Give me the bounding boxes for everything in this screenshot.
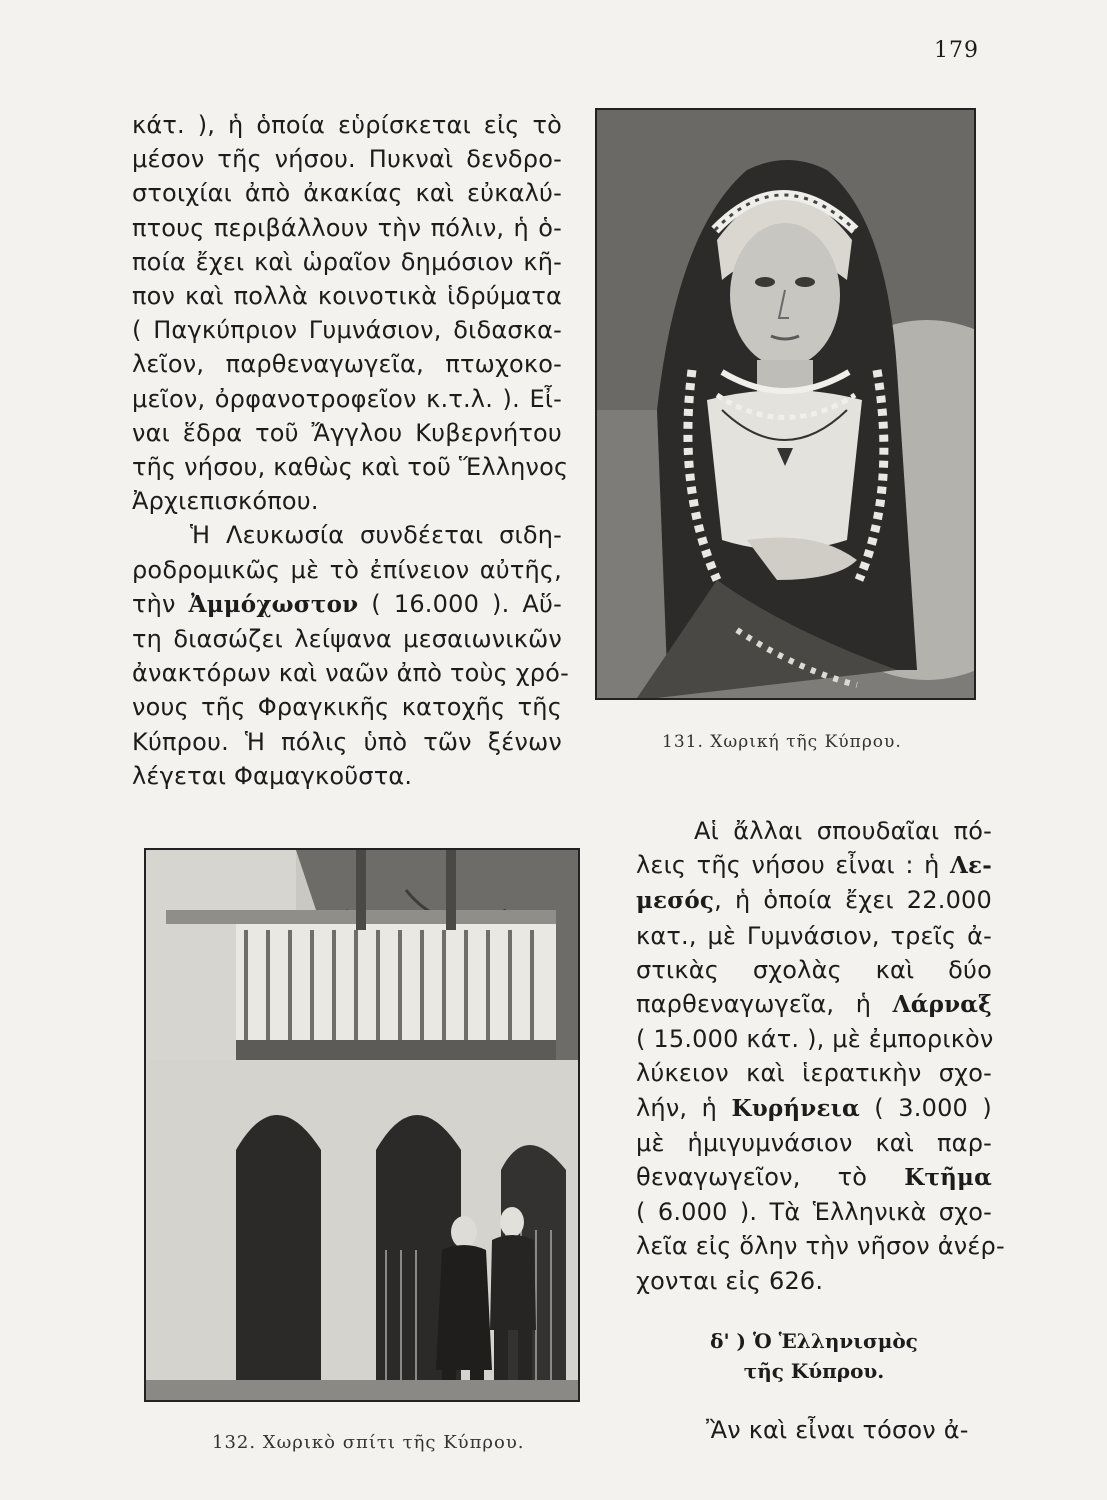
text-line: τῆς νήσου, καθὼς καὶ τοῦ Ἕλληνος [132, 453, 569, 482]
text-line [636, 987, 992, 1022]
text-line: κάτ. ), ἡ ὁποία εὑρίσκεται εἰς τὸ [132, 111, 562, 139]
text-line: μέσον τῆς νήσου. Πυκναὶ δενδρο- [132, 145, 562, 174]
section-heading-line: τῆς Κύπρου. [743, 1359, 885, 1383]
figure-132-caption: 132. Χωρικὸ σπίτι τῆς Κύπρου. [212, 1432, 525, 1453]
right-column-text [636, 814, 1005, 1298]
text-line: τη διασώζει λείψανα μεσαιωνικῶν [132, 625, 562, 654]
text-line [132, 587, 562, 622]
text-line: μεῖον, ὀρφανοτροφεῖον κ.τ.λ. ). Εἶ- [132, 384, 562, 413]
text-line [636, 848, 992, 883]
section-heading [636, 1326, 992, 1386]
bold-city-kyreneia: Κυρήνεια [731, 1094, 860, 1122]
bold-city-ammochostos: Ἀμμόχωστον [188, 590, 359, 618]
text-line: ποία ἔχει καὶ ὡραῖον δημόσιον κῆ- [132, 247, 562, 276]
text-line: ( Παγκύπριον Γυμνάσιον, διδασκα- [132, 316, 562, 345]
text-line: λεῖα εἰς ὅλην τὴν νῆσον ἀνέρ- [636, 1232, 1005, 1261]
text-line: Κύπρου. Ἡ πόλις ὑπὸ τῶν ξένων [132, 727, 562, 756]
text-line [636, 1091, 992, 1126]
bold-city-lemesos-cont: μεσός [636, 887, 715, 915]
bold-city-larnax: Λάρναξ [892, 991, 992, 1019]
text-line: ἀνακτόρων καὶ ναῶν ἀπὸ τοὺς χρό- [132, 659, 569, 688]
text-run: ( 3.000 ) [859, 1093, 992, 1122]
text-run: τὴν [132, 589, 189, 618]
text-line: Αἱ ἄλλαι σπουδαῖαι πό- [694, 817, 992, 845]
text-line: πον καὶ πολλὰ κοινοτικὰ ἱδρύματα [132, 282, 562, 311]
text-line: ροδρομικῶς μὲ τὸ ἐπίνειον αὐτῆς, [132, 555, 562, 584]
photo-cypriot-woman [595, 108, 976, 700]
text-line: νους τῆς Φραγκικῆς κατοχῆς τῆς [132, 693, 562, 722]
text-line: στικὰς σχολὰς καὶ δύο [636, 955, 992, 984]
page-number: 179 [934, 38, 979, 63]
woman-illustration [597, 110, 974, 698]
text-line-continuation: Ἂν καὶ εἶναι τόσον ἀ- [706, 1416, 969, 1444]
house-illustration [146, 850, 578, 1400]
left-column-text [132, 108, 569, 793]
text-line [636, 883, 992, 918]
bold-city-ktima: Κτῆμα [904, 1164, 992, 1192]
bold-city-lemesos: Λε- [950, 852, 992, 880]
text-run: λήν, ἡ [636, 1093, 732, 1122]
text-line: κατ., μὲ Γυμνάσιον, τρεῖς ἀ- [636, 921, 992, 950]
text-line: μὲ ἡμιγυμνάσιον καὶ παρ- [636, 1128, 992, 1157]
text-line: ( 15.000 κάτ. ), μὲ ἐμπορικὸν [636, 1025, 994, 1054]
section-heading-line: δ' ) Ὁ Ἑλληνισμὸς [710, 1329, 918, 1353]
text-line: Ἡ Λευκωσία συνδέεται σιδη- [190, 521, 562, 550]
figure-131-caption: 131. Χωρική τῆς Κύπρου. [662, 732, 902, 752]
text-run: , ἡ ὁποία ἔχει 22.000 [714, 886, 992, 915]
text-line: λύκειον καὶ ἱερατικὴν σχο- [636, 1059, 992, 1088]
text-line: λεῖον, παρθεναγωγεῖα, πτωχοκο- [132, 350, 562, 379]
text-line: ναι ἕδρα τοῦ Ἄγγλου Κυβερνήτου [132, 418, 562, 447]
text-line: Ἀρχιεπισκόπου. [132, 487, 319, 516]
text-run: θεναγωγεῖον, τὸ [636, 1163, 905, 1192]
text-line: λέγεται Φαμαγκοῦστα. [132, 761, 413, 790]
text-line [636, 1160, 992, 1195]
text-line: χονται εἰς 626. [636, 1266, 824, 1295]
text-run: λεις τῆς νήσου εἶναι : ἡ [636, 851, 951, 880]
photo-village-house [144, 848, 580, 1402]
text-line: πτους περιβάλλουν τὴν πόλιν, ἡ ὁ- [132, 213, 562, 242]
text-run: παρθεναγωγεῖα, ἡ [636, 990, 893, 1019]
text-run: ( 16.000 ). Αὕ- [358, 589, 562, 618]
text-line: ( 6.000 ). Τὰ Ἑλληνικὰ σχο- [636, 1198, 992, 1227]
text-line: στοιχίαι ἀπὸ ἀκακίας καὶ εὐκαλύ- [132, 179, 562, 208]
